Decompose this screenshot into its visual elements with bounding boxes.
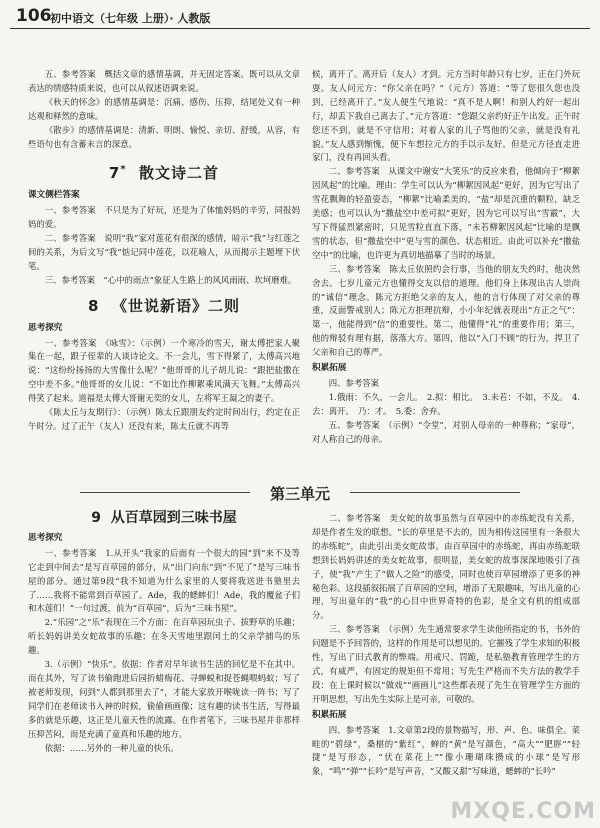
answer-paragraph: 《秋天的怀念》的感情基调是：沉痛、感伤、压抑，结尾处又有一种达观和释然的意味。 [28,96,300,121]
answer-paragraph: 3.（示例）“快乐”。依据：作者对早年读书生活的回忆是不在其中。而在其外，写了读书偷跑进后园折蜡梅花、寻蝉蜕和捉苍蝇喂蚂蚁；写了被老师发现，问到“人都到那里去了”，才能大家放开喉咙读一阵书；写了同学们在老师读书入神的时候，偷偷画画像；这有趣的读书生活，写得最多的就是乐趣，这正是儿童天性的流露。在作者笔下，三味书屋并非那样压抑苦闷，而是充满了童真和乐趣的地方。 [28,659,300,739]
lesson-number: 9 [91,510,101,526]
left-column-top [28,68,300,434]
section-label: 积累拓展 [312,363,347,374]
lesson-title: 散文诗二首 [139,164,220,183]
left-column-bottom [28,512,300,755]
answer-paragraph: 二、参考答案 从课文中谢安“大笑乐”的反应来看，他倾向于“柳絮因风起”的比喻。理由：学生可以认为“柳絮因风起”更好，因为它写出了雪花飘舞的轻盈姿态，“柳絮”比喻柔美的，“盐”却是沉重的颗粒，缺乏美感；也可以认为“撒盐空中差可拟”更好，因为它可以写出“雪霰”，大写下得猛烈紧密时，只见雪粒直直下落，“未若柳絮因风起”比喻的是飘雪的状态，但“撒盐空中”更与雪的颜色、状态相近。由此可以补充“撒盐空中”的比喻，也许更为真切地描摹了当时的场景。 [312,166,580,260]
answer-paragraph: 三、参考答案 “心中的雨点”象征人生路上的风风雨雨、坎坷磨难。 [44,274,297,285]
answer-paragraph: 1.俄雨：不久，一会儿。 2.拟：相比。 3.未若：不如，不及。 4.去：离开。 乃：才。 5.委：舍弃。 [312,391,580,416]
answer-paragraph: 二、参考答案 说明“我”家对莲花有很深的感情，暗示“我”与红莲之间的关系，为后文写“我”惦记同中莲花，以花喻人，从而揭示主题埋下伏笔。 [28,233,300,271]
answer-paragraph: 五、参考答案 概括文章的感情基调，并无固定答案。既可以从文章表达的情感特质来说，也可以从叙述语调来说。 [28,69,300,93]
answer-paragraph: 依据：……另外的一种儿童的快乐。 [44,742,179,753]
answer-paragraph: 四、参考答案 [328,377,380,388]
answer-paragraph: 《陈太丘与友期行》：（示例）陈太丘跟朋友约定时间出行，约定在正午时分。过了正午（友人）还没有来，陈太丘就不再等 [28,407,300,431]
lesson-title: 从百草园到三味书屋 [110,510,237,526]
answer-paragraph: 三、参考答案 陈太丘依照约会行事，当他的朋友失约时，他决然舍去。七岁儿童元方也懂得交友以信的道理。他们身上体现出古人崇尚的“诚信”理念。陈元方拒绝父亲的友人，他的言行体现了对父亲的尊重，反面警戒别人；陈元方拒理抗辩，小小年纪就表现出“方正之气”：第一，他能得到“信”的重要性。第二，他懂得“礼”的重要作用；第三，他的辩驳有理有据，落落大方。第四，他以“入门不顾”的行为，捍卫了父亲和自己的尊严。 [312,263,580,358]
divider [350,492,520,493]
lesson-title: 《世说新语》二则 [111,296,240,315]
lesson-number: 7 [108,164,121,183]
section-label: 课文侧栏答案 [28,190,80,201]
right-column-bottom [312,512,580,779]
answer-paragraph: 四、参考答案 1.文章第2段的景物描写，形、声、色、味俱全。菜畦的“碧绿”，桑椹的“紫红”，蝉的“黄”是写颜色，“高大”“肥胖”“轻捷”是写形态，“伏在菜花上”“像小珊瑚珠攒成的小球”是写形象，“鸣”“弹”“长吟”是写声音，“又酸又甜”写味道，蟋蟀的“长吟” [312,724,580,777]
unit-title: 第三单元 [260,485,340,503]
watermark: MXQE.COM [450,799,596,824]
answer-paragraph: 《散步》的感情基调是：清新、明朗、愉悦、亲切、舒缓，从容，有些语句也有含蓄未言的深意。 [28,124,300,149]
section-label: 积累拓展 [312,709,347,720]
right-column-top [312,68,580,446]
answer-paragraph: 2.“乐园”之“乐”表现在三个方面：在百草园玩虫子、拔野草的乐趣；听长妈妈讲美女蛇故事的乐趣；在冬天雪地里跟闰土的父亲学捕鸟的乐趣。 [28,617,300,656]
page-number: 106 [16,6,52,26]
lesson-8-heading [28,296,300,315]
section-label: 思考探究 [28,532,63,543]
answer-paragraph: 三、参考答案 （示例）先生通常要求学生读他所指定的书，书外的问题是不予回答的，这样的作用是可以想见的。它摧残了学生求知的积极性，写出了旧式教育的弊端。用戒尺、罚跪，是私塾教育管理学生的方式，有威严，有固定的规矩但不常用；写先生严格而不失方法的教学手段：在上课时候以“做戏”“画画儿”这些都表现了先生在管理学生方面的开明思想，写出先生实际上是可亲，可敬的。 [312,624,580,704]
divider [80,492,250,493]
lesson-star: * [120,164,127,176]
unit-heading [0,483,600,504]
lesson-number: 8 [88,296,100,315]
answer-paragraph: 一、参考答案 1.从开头“我家的后面有一个很大的园”到“来不及等它走到中间去”是写百草园的部分，从“出门向东”到“不见了”是写三味书屋的部分。通过第9段“我不知道为什么家里的人要将我送进书塾里去了……我将不能常到百草园了。Ade，我的蟋蟀们！Ade，我的覆盆子们和木莲们！”一句过渡，前为“百草园”，后为“三味书屋”。 [28,547,300,614]
answer-paragraph: 一、参考答案 《咏雪》：（示例）一个寒冷的雪天，谢太傅把家人聚集在一起，跟子侄辈的人谈诗论文。不一会儿，雪下得紧了，太傅高兴地说：“这纷纷扬扬的大雪像什么呢？”他哥哥的儿子胡儿说：“跟把盐撒在空中差不多。”他哥哥的女儿说：“不如比作柳絮乘风满天飞舞。”太傅高兴得笑了起来。道福是太傅大哥谢无奕的女儿，左将军王凝之的妻子。 [28,337,300,404]
answer-paragraph: 二、参考答案 美女蛇的故事虽然与百草园中的赤练蛇没有关系，却是作者生发的联想。“长的草里是不去的，因为相传这园里有一条很大的赤练蛇”，由此引出美女蛇故事。由百草园中的赤练蛇，再由赤练蛇联想到长妈妈讲述的美女蛇故事，很明显，美女蛇的故事深深地吸引了孩子，使“我”产生了“做人之险”的感受，同时也使百草园增添了更多的神秘色彩。这段插叙拓展了百草园的空间，增添了无限趣味，写出儿童的心理，写出童年的“我”的心目中世界奇特的色彩，是全文有机的组成部分。 [312,513,580,621]
page-header [10,6,590,29]
lesson-9-heading [28,512,300,526]
book-title: 初中语文（七年级 上册）· 人教版 [50,12,211,25]
answer-paragraph: 候，离开了。离开后（友人）才到。元方当时年龄只有七岁，正在门外玩耍。友人问元方：“你父亲在吗？”（元方）答道：“等了您很久您也没到，已经离开了。”友人便生气地说：“真不是人啊！和别人约好一起出行，却丢下我自己离去了。”元方答道：“您跟父亲约好正午出发。正午时您还不到，就是不守信用；对着人家的儿子骂他的父亲，就是没有礼貌。”友人感到惭愧，便下车想拉元方的手以示友好。但是元方径直走进家门，没有再回头看。 [312,69,580,163]
answer-paragraph: 五、参考答案 （示例）“令堂”，对别人母亲的一种尊称；“家母”，对人称自己的母亲。 [312,419,580,444]
section-label: 思考探究 [28,322,63,333]
lesson-7-heading [28,163,300,181]
answer-paragraph: 一、参考答案 不只是为了好玩，还是为了体恤妈妈的辛劳，同报妈妈的爱。 [28,205,300,230]
